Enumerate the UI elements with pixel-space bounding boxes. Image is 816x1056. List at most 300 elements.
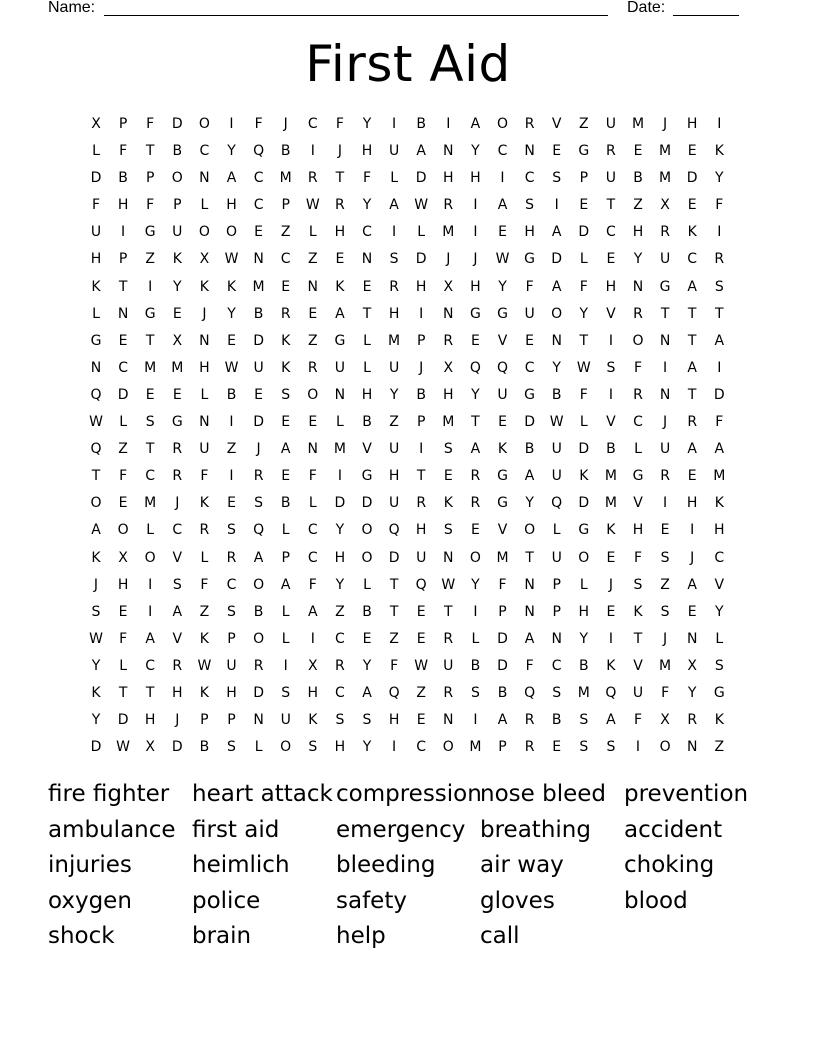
grid-letter: Z [145, 251, 155, 268]
grid-letter: R [660, 468, 670, 485]
grid-letter: Y [715, 170, 724, 187]
grid-letter: A [280, 441, 291, 458]
grid-letter: B [606, 441, 616, 458]
page-title: First Aid [305, 35, 511, 93]
grid-letter: G [659, 278, 671, 295]
grid-letter: G [713, 684, 725, 701]
word-bank-item: gloves [480, 887, 555, 914]
grid-letter: I [663, 359, 668, 376]
grid-letter: R [389, 278, 399, 295]
grid-letter: R [524, 712, 535, 729]
grid-letter: O [117, 522, 129, 539]
grid-letter: B [633, 170, 643, 187]
grid-letter: F [200, 468, 209, 485]
grid-letter: V [551, 116, 562, 132]
grid-letter: V [497, 332, 508, 349]
grid-letter: N [524, 603, 535, 620]
grid-letter: A [335, 305, 345, 322]
grid-letter: H [334, 549, 346, 566]
grid-letter: U [334, 359, 346, 376]
grid-letter: I [229, 116, 234, 132]
grid-letter: E [335, 251, 345, 268]
grid-letter: J [663, 414, 668, 431]
grid-letter: R [253, 657, 264, 674]
grid-letter: L [308, 224, 317, 241]
grid-letter: K [199, 630, 209, 647]
grid-letter: V [497, 522, 508, 539]
grid-letter: B [551, 386, 562, 403]
grid-letter: E [633, 143, 643, 160]
grid-letter: N [307, 278, 319, 295]
grid-letter: V [172, 630, 183, 647]
word-bank-item: blood [624, 887, 688, 914]
grid-letter: I [121, 224, 126, 241]
grid-letter: H [470, 170, 481, 187]
grid-letter: I [148, 278, 153, 295]
grid-letter: I [473, 224, 478, 241]
grid-letter: Q [90, 386, 102, 403]
grid-letter: J [202, 305, 207, 322]
grid-letter: I [148, 603, 153, 620]
grid-letter: B [551, 712, 562, 729]
grid-letter: H [714, 522, 725, 539]
grid-letter: B [253, 305, 264, 322]
grid-letter: R [280, 305, 291, 322]
grid-letter: E [606, 251, 616, 268]
grid-letter: Q [253, 143, 265, 160]
grid-letter: N [117, 305, 129, 322]
grid-letter: D [253, 414, 264, 431]
grid-letter: K [714, 495, 724, 512]
grid-letter: O [361, 549, 373, 566]
grid-letter: F [525, 278, 534, 295]
grid-letter: K [199, 278, 209, 295]
grid-letter: S [308, 739, 318, 756]
grid-letter: Y [687, 684, 697, 701]
grid-letter: H [361, 386, 373, 403]
grid-letter: H [524, 224, 535, 241]
grid-letter: Z [416, 684, 426, 701]
grid-letter: S [172, 576, 182, 593]
word-bank-item: prevention [624, 781, 749, 807]
grid-letter: D [551, 251, 563, 268]
grid-letter: R [416, 495, 427, 512]
grid-letter: C [253, 197, 264, 214]
grid-letter: U [497, 386, 508, 403]
grid-letter: A [714, 441, 725, 458]
grid-letter: I [337, 468, 342, 485]
grid-letter: H [117, 197, 129, 214]
grid-letter: S [227, 739, 236, 756]
grid-letter: K [281, 332, 291, 349]
grid-letter: Y [579, 630, 589, 647]
grid-letter: F [715, 414, 724, 431]
grid-letter: S [552, 170, 562, 187]
word-bank-item: air way [480, 852, 564, 879]
grid-letter: O [524, 522, 536, 539]
grid-letter: N [443, 712, 454, 729]
grid-letter: T [715, 305, 724, 322]
grid-letter: Q [253, 522, 265, 539]
grid-letter: Z [199, 603, 210, 620]
grid-letter: I [473, 712, 478, 729]
grid-letter: M [604, 495, 617, 512]
grid-letter: F [661, 684, 670, 701]
grid-letter: O [171, 170, 183, 187]
grid-letter: R [172, 441, 183, 458]
grid-letter: S [470, 684, 480, 701]
grid-letter: I [392, 116, 397, 132]
grid-letter: V [714, 576, 725, 593]
grid-letter: F [362, 170, 372, 187]
grid-letter: G [524, 251, 536, 268]
grid-letter: Q [524, 684, 536, 701]
grid-letter: F [715, 197, 724, 214]
grid-letter: T [687, 305, 697, 322]
grid-letter: K [633, 603, 643, 620]
grid-letter: P [281, 549, 290, 566]
grid-letter: Y [227, 143, 236, 160]
grid-letter: O [307, 386, 319, 403]
grid-letter: G [469, 305, 481, 322]
grid-letter: L [335, 414, 344, 431]
grid-letter: Y [715, 603, 724, 620]
grid-letter: H [334, 739, 346, 756]
grid-letter: K [281, 359, 291, 376]
grid-letter: F [146, 116, 155, 132]
grid-letter: L [200, 549, 209, 566]
grid-letter: S [633, 576, 643, 593]
grid-letter: N [524, 576, 535, 593]
grid-letter: G [578, 143, 590, 160]
grid-letter: H [361, 143, 373, 160]
grid-letter: H [443, 170, 454, 187]
grid-letter: T [687, 332, 697, 349]
grid-letter: L [200, 386, 209, 403]
grid-letter: U [226, 657, 237, 674]
grid-letter: Z [335, 603, 345, 620]
grid-letter: T [145, 441, 155, 458]
grid-letter: A [687, 441, 697, 458]
grid-letter: K [606, 522, 616, 539]
grid-letter: H [686, 116, 698, 132]
word-bank-item: shock [48, 923, 115, 950]
grid-letter: A [551, 224, 562, 241]
grid-letter: E [470, 332, 480, 349]
grid-letter: F [91, 197, 101, 214]
grid-letter: N [253, 712, 264, 729]
grid-letter: J [663, 116, 668, 132]
grid-letter: U [253, 359, 264, 376]
grid-letter: B [280, 495, 291, 512]
grid-letter: Y [362, 657, 372, 674]
grid-letter: Q [469, 359, 481, 376]
grid-letter: B [497, 684, 508, 701]
grid-letter: C [199, 143, 210, 160]
grid-letter: M [442, 414, 455, 431]
grid-letter: R [172, 468, 183, 485]
word-bank-item: help [336, 923, 386, 950]
grid-letter: B [280, 143, 291, 160]
grid-letter: X [443, 359, 454, 376]
grid-letter: U [416, 549, 427, 566]
grid-letter: S [227, 522, 236, 539]
grid-letter: P [173, 197, 182, 214]
grid-letter: I [473, 197, 478, 214]
grid-letter: L [579, 576, 588, 593]
grid-letter: Y [552, 359, 561, 376]
grid-letter: Z [579, 116, 589, 132]
grid-letter: Z [280, 224, 291, 241]
grid-letter: U [659, 251, 671, 268]
grid-letter: V [606, 305, 616, 322]
grid-letter: D [497, 657, 508, 674]
grid-letter: S [606, 359, 616, 376]
grid-letter: Z [714, 739, 725, 756]
grid-letter: H [226, 684, 237, 701]
grid-letter: P [200, 712, 209, 729]
grid-letter: V [362, 441, 372, 458]
grid-letter: P [579, 170, 589, 187]
grid-letter: E [416, 630, 426, 647]
grid-letter: G [497, 495, 508, 512]
grid-letter: N [199, 414, 210, 431]
grid-letter: H [117, 576, 129, 593]
grid-letter: R [199, 522, 210, 539]
grid-letter: U [632, 684, 644, 701]
grid-letter: A [226, 170, 237, 187]
grid-letter: C [714, 549, 725, 566]
grid-letter: F [119, 468, 128, 485]
grid-letter: M [279, 170, 292, 187]
grid-letter: F [308, 468, 317, 485]
grid-letter: E [498, 224, 507, 241]
grid-letter: G [578, 522, 590, 539]
grid-letter: I [554, 197, 559, 214]
grid-letter: C [172, 522, 183, 539]
grid-letter: W [441, 576, 456, 593]
grid-letter: H [605, 278, 617, 295]
grid-letter: S [606, 739, 616, 756]
grid-letter: A [362, 684, 372, 701]
grid-letter: D [361, 495, 373, 512]
grid-letter: K [714, 712, 724, 729]
grid-letter: G [144, 224, 156, 241]
grid-letter: S [281, 684, 291, 701]
grid-letter: I [229, 468, 234, 485]
word-bank-item: nose bleed [480, 781, 606, 807]
grid-letter: P [281, 197, 290, 214]
grid-letter: X [172, 332, 183, 349]
grid-letter: E [227, 332, 236, 349]
grid-letter: F [633, 549, 643, 566]
grid-letter: G [361, 468, 373, 485]
grid-letter: H [415, 278, 427, 295]
grid-letter: F [633, 712, 643, 729]
grid-letter: C [280, 251, 291, 268]
word-bank-item: ambulance [48, 816, 176, 843]
grid-letter: D [713, 386, 725, 403]
grid-letter: K [172, 251, 182, 268]
grid-letter: I [608, 630, 613, 647]
word-bank-item: bleeding [336, 852, 436, 879]
grid-letter: E [552, 143, 562, 160]
grid-letter: D [388, 549, 400, 566]
grid-letter: K [606, 657, 616, 674]
grid-letter: T [525, 549, 534, 566]
grid-letter: E [308, 305, 318, 322]
grid-letter: A [253, 549, 264, 566]
grid-letter: J [283, 116, 288, 132]
grid-letter: C [335, 630, 345, 647]
grid-letter: U [90, 224, 102, 241]
grid-letter: Z [660, 576, 670, 593]
word-bank-item: breathing [480, 816, 591, 843]
grid-letter: A [606, 712, 616, 729]
grid-letter: Z [633, 197, 643, 214]
grid-letter: M [333, 441, 346, 458]
grid-letter: I [608, 386, 613, 403]
grid-letter: R [226, 549, 237, 566]
grid-letter: H [388, 305, 400, 322]
grid-letter: A [91, 522, 101, 539]
name-blank-line[interactable] [104, 15, 608, 16]
grid-letter: C [145, 468, 156, 485]
grid-letter: C [307, 549, 318, 566]
grid-letter: D [415, 251, 427, 268]
grid-letter: C [416, 739, 427, 756]
grid-letter: L [579, 251, 588, 268]
grid-letter: S [525, 197, 535, 214]
grid-letter: O [198, 224, 210, 241]
grid-letter: O [280, 739, 292, 756]
grid-letter: L [92, 143, 100, 160]
grid-letter: C [362, 224, 372, 241]
grid-letter: E [362, 278, 372, 295]
grid-letter: U [605, 170, 617, 187]
grid-letter: Q [388, 684, 400, 701]
grid-letter: O [253, 576, 265, 593]
grid-letter: U [524, 305, 535, 322]
grid-letter: F [119, 630, 128, 647]
grid-letter: N [551, 630, 562, 647]
grid-letter: R [443, 684, 454, 701]
grid-letter: T [416, 468, 426, 485]
grid-letter: Q [496, 359, 509, 376]
grid-letter: B [226, 386, 237, 403]
grid-letter: Z [226, 441, 237, 458]
grid-letter: M [144, 495, 157, 512]
grid-letter: L [308, 495, 317, 512]
grid-letter: T [362, 305, 372, 322]
grid-letter: O [253, 630, 265, 647]
grid-letter: W [89, 414, 103, 431]
grid-letter: Y [498, 278, 507, 295]
grid-letter: G [497, 305, 508, 322]
grid-letter: P [227, 712, 236, 729]
grid-letter: E [118, 332, 128, 349]
grid-letter: Y [335, 522, 345, 539]
grid-letter: R [443, 630, 454, 647]
grid-letter: M [577, 684, 590, 701]
grid-letter: A [524, 468, 535, 485]
grid-letter: F [119, 143, 128, 160]
grid-letter: W [116, 739, 131, 756]
grid-letter: Y [91, 712, 101, 729]
grid-letter: T [687, 386, 697, 403]
grid-letter: U [388, 359, 400, 376]
grid-letter: A [497, 712, 508, 729]
grid-letter: N [307, 441, 319, 458]
grid-letter: D [524, 414, 535, 431]
grid-letter: H [415, 522, 427, 539]
grid-letter: K [226, 278, 237, 295]
grid-letter: L [281, 603, 290, 620]
grid-letter: J [608, 576, 613, 593]
grid-letter: I [446, 116, 451, 132]
grid-letter: P [145, 170, 155, 187]
grid-letter: B [524, 441, 535, 458]
grid-letter: L [92, 305, 100, 322]
grid-letter: N [443, 549, 454, 566]
grid-letter: W [89, 630, 103, 647]
grid-letter: I [500, 170, 505, 187]
grid-letter: R [335, 197, 345, 214]
grid-letter: D [117, 386, 129, 403]
grid-letter: M [659, 143, 672, 160]
grid-letter: V [606, 414, 616, 431]
grid-letter: K [335, 278, 345, 295]
grid-letter: R [633, 386, 643, 403]
grid-letter: O [361, 522, 373, 539]
grid-letter: Y [633, 251, 643, 268]
grid-letter: K [91, 549, 101, 566]
grid-letter: F [146, 197, 155, 214]
grid-letter: K [91, 278, 101, 295]
grid-letter: Z [308, 251, 318, 268]
grid-letter: R [633, 305, 643, 322]
grid-letter: I [419, 441, 424, 458]
grid-letter: D [578, 495, 590, 512]
grid-letter: K [199, 495, 209, 512]
grid-letter: Y [335, 576, 345, 593]
grid-letter: L [390, 170, 398, 187]
grid-letter: T [579, 332, 589, 349]
grid-letter: N [659, 386, 671, 403]
grid-letter: L [552, 522, 561, 539]
grid-letter: F [633, 359, 643, 376]
grid-letter: I [717, 359, 722, 376]
grid-letter: Q [415, 576, 427, 593]
date-blank-line[interactable] [673, 15, 739, 16]
grid-letter: C [307, 116, 318, 132]
grid-letter: I [717, 116, 722, 132]
grid-letter: G [497, 468, 508, 485]
grid-letter: P [416, 414, 426, 431]
word-bank-item: heart attack [192, 781, 333, 807]
grid-letter: H [443, 386, 454, 403]
grid-letter: P [552, 576, 561, 593]
grid-letter: S [362, 712, 372, 729]
grid-letter: P [552, 603, 561, 620]
grid-letter: R [524, 739, 535, 756]
grid-letter: B [470, 657, 481, 674]
grid-letter: U [551, 441, 562, 458]
grid-letter: U [443, 657, 454, 674]
grid-letter: N [253, 251, 264, 268]
grid-letter: T [471, 414, 480, 431]
grid-letter: L [363, 359, 371, 376]
